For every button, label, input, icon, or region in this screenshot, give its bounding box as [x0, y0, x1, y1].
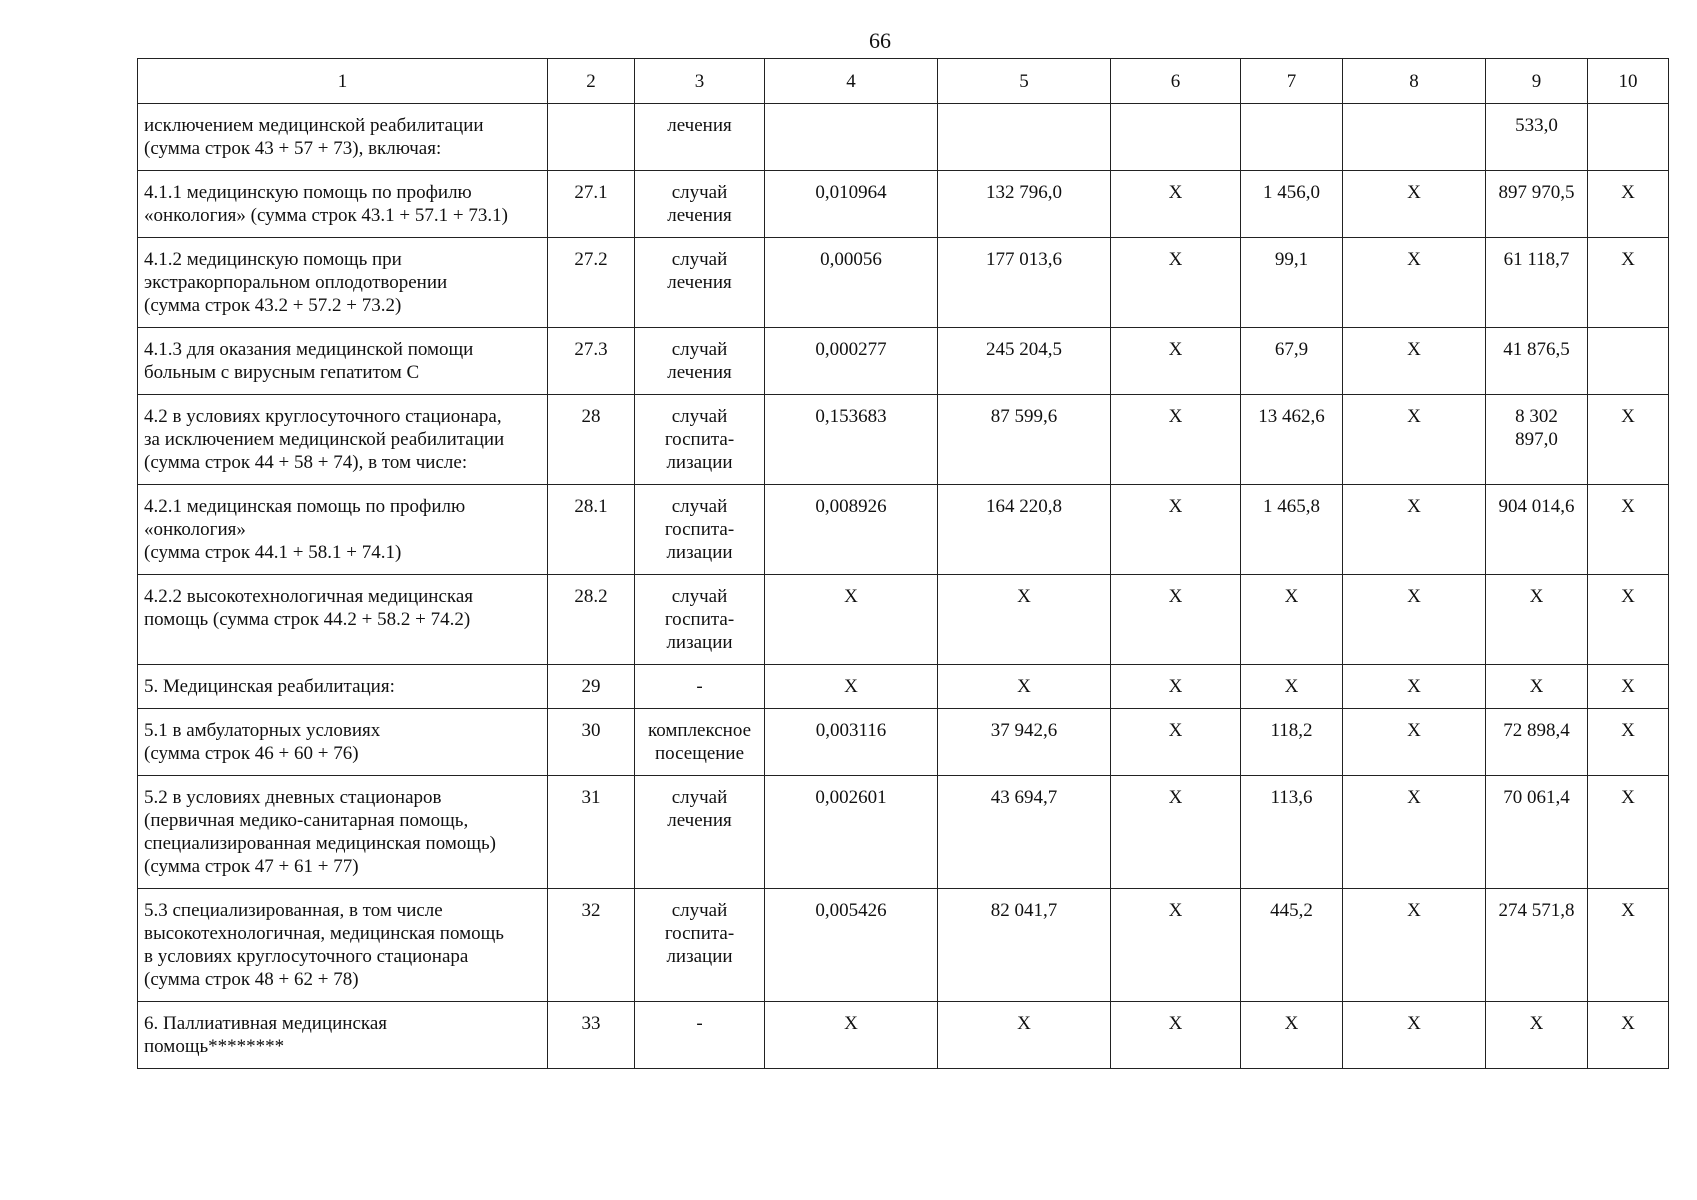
- cell-col-8: X: [1343, 575, 1486, 665]
- cell-col-9: 72 898,4: [1486, 709, 1588, 776]
- row-description: 5.1 в амбулаторных условиях (сумма строк 46 + 60 + 76): [138, 709, 548, 776]
- cell-col-7: 445,2: [1241, 889, 1343, 1002]
- cell-col-10: X: [1588, 171, 1669, 238]
- row-line-number: 27.1: [548, 171, 635, 238]
- cell-col-5: 164 220,8: [938, 485, 1111, 575]
- cell-col-6: X: [1111, 485, 1241, 575]
- cell-col-7: 13 462,6: [1241, 395, 1343, 485]
- cell-col-5: 245 204,5: [938, 328, 1111, 395]
- cell-col-7: 113,6: [1241, 776, 1343, 889]
- cell-col-9: 8 302 897,0: [1486, 395, 1588, 485]
- row-line-number: 27.2: [548, 238, 635, 328]
- row-unit: -: [635, 1002, 765, 1069]
- cell-col-10: X: [1588, 395, 1669, 485]
- cell-col-4: 0,010964: [765, 171, 938, 238]
- cell-col-10: X: [1588, 776, 1669, 889]
- row-description: 4.1.2 медицинскую помощь при экстракорпоральном оплодотворении (сумма строк 43.2 + 57.2 + 73.2): [138, 238, 548, 328]
- cell-col-4: 0,000277: [765, 328, 938, 395]
- cell-col-5: X: [938, 575, 1111, 665]
- row-line-number: 33: [548, 1002, 635, 1069]
- table-row: [138, 328, 1669, 395]
- page-number: 66: [869, 28, 891, 53]
- row-unit: случай госпита- лизации: [635, 889, 765, 1002]
- cell-col-6: X: [1111, 776, 1241, 889]
- cell-col-5: [938, 104, 1111, 171]
- cell-col-6: X: [1111, 665, 1241, 709]
- cell-col-8: X: [1343, 709, 1486, 776]
- row-unit: случай лечения: [635, 328, 765, 395]
- cell-col-6: [1111, 104, 1241, 171]
- column-header: 9: [1486, 59, 1588, 104]
- cell-col-8: X: [1343, 238, 1486, 328]
- cell-col-9: 274 571,8: [1486, 889, 1588, 1002]
- table-row: [138, 575, 1669, 665]
- cell-col-9: 904 014,6: [1486, 485, 1588, 575]
- cell-col-8: X: [1343, 665, 1486, 709]
- cell-col-6: X: [1111, 328, 1241, 395]
- row-line-number: 29: [548, 665, 635, 709]
- cell-col-7: 118,2: [1241, 709, 1343, 776]
- cell-col-6: X: [1111, 171, 1241, 238]
- cell-col-7: 99,1: [1241, 238, 1343, 328]
- cell-col-9: 61 118,7: [1486, 238, 1588, 328]
- row-description: исключением медицинской реабилитации (сумма строк 43 + 57 + 73), включая:: [138, 104, 548, 171]
- row-unit: лечения: [635, 104, 765, 171]
- cell-col-4: [765, 104, 938, 171]
- cell-col-4: 0,002601: [765, 776, 938, 889]
- cell-col-4: 0,153683: [765, 395, 938, 485]
- column-header: 7: [1241, 59, 1343, 104]
- cell-col-6: X: [1111, 1002, 1241, 1069]
- row-description: 6. Паллиативная медицинская помощь********: [138, 1002, 548, 1069]
- cell-col-9: 41 876,5: [1486, 328, 1588, 395]
- row-description: 4.2 в условиях круглосуточного стационара, за исключением медицинской реабилитации (сумма строк 44 + 58 + 74), в том числе:: [138, 395, 548, 485]
- row-line-number: 27.3: [548, 328, 635, 395]
- cell-col-5: 37 942,6: [938, 709, 1111, 776]
- table-row: [138, 709, 1669, 776]
- column-header: 6: [1111, 59, 1241, 104]
- cell-col-10: [1588, 328, 1669, 395]
- column-header: 3: [635, 59, 765, 104]
- column-header: 2: [548, 59, 635, 104]
- cell-col-7: X: [1241, 1002, 1343, 1069]
- row-unit: случай лечения: [635, 238, 765, 328]
- cell-col-4: 0,003116: [765, 709, 938, 776]
- cell-col-6: X: [1111, 395, 1241, 485]
- cell-col-9: 533,0: [1486, 104, 1588, 171]
- cell-col-10: X: [1588, 485, 1669, 575]
- table-row: [138, 171, 1669, 238]
- cell-col-4: X: [765, 575, 938, 665]
- row-unit: комплексное посещение: [635, 709, 765, 776]
- cell-col-7: [1241, 104, 1343, 171]
- column-header: 8: [1343, 59, 1486, 104]
- financing-table: [137, 58, 1669, 1069]
- cell-col-8: X: [1343, 889, 1486, 1002]
- cell-col-8: X: [1343, 485, 1486, 575]
- row-unit: случай госпита- лизации: [635, 395, 765, 485]
- cell-col-9: 70 061,4: [1486, 776, 1588, 889]
- cell-col-6: X: [1111, 889, 1241, 1002]
- cell-col-5: 82 041,7: [938, 889, 1111, 1002]
- cell-col-8: X: [1343, 776, 1486, 889]
- row-unit: случай лечения: [635, 171, 765, 238]
- header-row: [138, 59, 1669, 104]
- cell-col-6: X: [1111, 238, 1241, 328]
- cell-col-4: 0,005426: [765, 889, 938, 1002]
- cell-col-4: 0,00056: [765, 238, 938, 328]
- column-header: 5: [938, 59, 1111, 104]
- cell-col-6: X: [1111, 709, 1241, 776]
- cell-col-8: X: [1343, 395, 1486, 485]
- cell-col-10: X: [1588, 238, 1669, 328]
- row-line-number: 30: [548, 709, 635, 776]
- row-description: 5. Медицинская реабилитация:: [138, 665, 548, 709]
- cell-col-5: 43 694,7: [938, 776, 1111, 889]
- cell-col-4: X: [765, 1002, 938, 1069]
- cell-col-8: [1343, 104, 1486, 171]
- table-row: [138, 104, 1669, 171]
- row-line-number: 28.2: [548, 575, 635, 665]
- cell-col-5: X: [938, 1002, 1111, 1069]
- row-unit: случай лечения: [635, 776, 765, 889]
- table-row: [138, 485, 1669, 575]
- column-header: 1: [138, 59, 548, 104]
- column-header: 4: [765, 59, 938, 104]
- row-line-number: 31: [548, 776, 635, 889]
- cell-col-8: X: [1343, 171, 1486, 238]
- cell-col-9: X: [1486, 1002, 1588, 1069]
- column-header: 10: [1588, 59, 1669, 104]
- cell-col-10: X: [1588, 1002, 1669, 1069]
- table-row: [138, 238, 1669, 328]
- row-unit: случай госпита- лизации: [635, 575, 765, 665]
- cell-col-10: X: [1588, 575, 1669, 665]
- row-line-number: 28: [548, 395, 635, 485]
- cell-col-10: X: [1588, 889, 1669, 1002]
- cell-col-7: X: [1241, 665, 1343, 709]
- cell-col-9: X: [1486, 665, 1588, 709]
- cell-col-6: X: [1111, 575, 1241, 665]
- cell-col-8: X: [1343, 1002, 1486, 1069]
- cell-col-10: [1588, 104, 1669, 171]
- cell-col-10: X: [1588, 665, 1669, 709]
- cell-col-8: X: [1343, 328, 1486, 395]
- cell-col-7: 1 465,8: [1241, 485, 1343, 575]
- cell-col-7: 67,9: [1241, 328, 1343, 395]
- cell-col-10: X: [1588, 709, 1669, 776]
- cell-col-7: X: [1241, 575, 1343, 665]
- row-description: 4.1.3 для оказания медицинской помощи больным с вирусным гепатитом С: [138, 328, 548, 395]
- table-row: [138, 1002, 1669, 1069]
- row-description: 4.2.2 высокотехнологичная медицинская помощь (сумма строк 44.2 + 58.2 + 74.2): [138, 575, 548, 665]
- row-description: 4.2.1 медицинская помощь по профилю «онкология» (сумма строк 44.1 + 58.1 + 74.1): [138, 485, 548, 575]
- cell-col-5: 177 013,6: [938, 238, 1111, 328]
- row-description: 4.1.1 медицинскую помощь по профилю «онкология» (сумма строк 43.1 + 57.1 + 73.1): [138, 171, 548, 238]
- row-line-number: 32: [548, 889, 635, 1002]
- row-line-number: [548, 104, 635, 171]
- cell-col-9: X: [1486, 575, 1588, 665]
- table-row: [138, 776, 1669, 889]
- cell-col-7: 1 456,0: [1241, 171, 1343, 238]
- cell-col-4: 0,008926: [765, 485, 938, 575]
- table-row: [138, 395, 1669, 485]
- table-row: [138, 889, 1669, 1002]
- row-description: 5.3 специализированная, в том числе высокотехнологичная, медицинская помощь в условиях круглосуточного стационара (сумма строк 48 + 62 + 78): [138, 889, 548, 1002]
- cell-col-5: X: [938, 665, 1111, 709]
- cell-col-9: 897 970,5: [1486, 171, 1588, 238]
- row-unit: случай госпита- лизации: [635, 485, 765, 575]
- table-row: [138, 665, 1669, 709]
- cell-col-5: 132 796,0: [938, 171, 1111, 238]
- table-body: [138, 104, 1669, 1069]
- row-unit: -: [635, 665, 765, 709]
- row-description: 5.2 в условиях дневных стационаров (первичная медико-санитарная помощь, специализированная медицинская помощь) (сумма строк 47 + 61 + 77): [138, 776, 548, 889]
- row-line-number: 28.1: [548, 485, 635, 575]
- cell-col-5: 87 599,6: [938, 395, 1111, 485]
- cell-col-4: X: [765, 665, 938, 709]
